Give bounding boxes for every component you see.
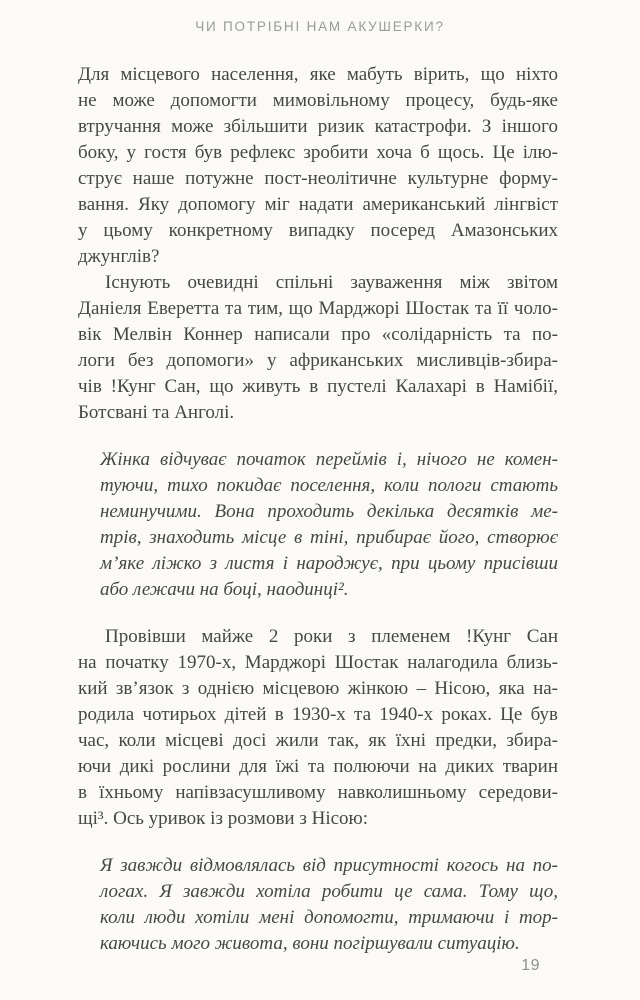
- text-line: м’яке ліжко з листя і народжує, при цьому присівши: [100, 553, 558, 574]
- text-line: неминучими. Вона проходить декілька десятків ме-: [100, 501, 558, 522]
- text-line: логах. Я завжди хотіла робити це сама. Тому що,: [100, 881, 558, 902]
- text-line: у цьому конкретному випадку посеред Амазонських: [78, 220, 558, 241]
- block-quote: [100, 447, 558, 603]
- text-line: Жінка відчуває початок переймів і, нічого не комен-: [100, 449, 558, 470]
- text-line: кий зв’язок з однією місцевою жінкою – Нісою, яка на-: [78, 678, 558, 699]
- text-line: або лежачи на боці, наодинці².: [100, 579, 349, 600]
- text-line: чів !Кунг Сан, що живуть в пустелі Калахарі в Намібії,: [78, 376, 558, 397]
- text-line: каючись мого живота, вони погіршували ситуацію.: [100, 933, 520, 954]
- text-line: Існують очевидні спільні зауваження між звітом: [105, 272, 558, 293]
- page-body-text: [78, 62, 558, 978]
- paragraph: [78, 270, 558, 426]
- text-line: на початку 1970-х, Марджорі Шостак налагодила близь-: [78, 652, 558, 673]
- paragraph: [78, 62, 558, 270]
- text-line: туючи, тихо покидає поселення, коли пологи стають: [100, 475, 558, 496]
- text-line: боку, у гостя був рефлекс зробити хоча б щось. Це ілю-: [78, 142, 558, 163]
- text-line: час, коли місцеві досі жили так, як їхні предки, збира-: [78, 730, 558, 751]
- text-line: Для місцевого населення, яке мабуть вірить, що ніхто: [78, 64, 558, 85]
- text-line: не може допомогти мимовільному процесу, будь-яке: [78, 90, 558, 111]
- text-line: вання. Яку допомогу міг надати американський лінгвіст: [78, 194, 558, 215]
- text-line: Даніеля Еверетта та тим, що Марджорі Шостак та її чоло-: [78, 298, 558, 319]
- running-head: ЧИ ПОТРІБНІ НАМ АКУШЕРКИ?: [195, 19, 445, 34]
- text-line: ючи дикі рослини для їжі та полюючи на диких тварин: [78, 756, 558, 777]
- text-line: вік Мелвін Коннер написали про «солідарність та по-: [78, 324, 558, 345]
- text-line: джунглів?: [78, 246, 160, 267]
- text-line: трів, знаходить місце в тіні, прибирає його, створює: [100, 527, 558, 548]
- text-line: Ботсвані та Анголі.: [78, 402, 235, 423]
- paragraph: [78, 624, 558, 832]
- text-line: втручання може збільшити ризик катастрофи. З іншого: [78, 116, 558, 137]
- text-line: в їхньому напівзасушливому навколишньому середови-: [78, 782, 558, 803]
- text-line: логи без допомоги» у африканських мисливців-збира-: [78, 350, 558, 371]
- text-line: струє наше потужне пост-неолітичне культурне форму-: [78, 168, 558, 189]
- text-line: щі³. Ось уривок із розмови з Нісою:: [78, 808, 369, 829]
- text-line: родила чотирьох дітей в 1930-х та 1940-х роках. Це був: [78, 704, 558, 725]
- text-line: Я завжди відмовлялась від присутності когось на по-: [100, 855, 558, 876]
- page-number: 19: [521, 957, 540, 974]
- text-line: Провівши майже 2 роки з племенем !Кунг Сан: [105, 626, 558, 647]
- block-quote: [100, 853, 558, 957]
- text-line: коли люди хотіли мені допомогти, тримаючи і тор-: [100, 907, 558, 928]
